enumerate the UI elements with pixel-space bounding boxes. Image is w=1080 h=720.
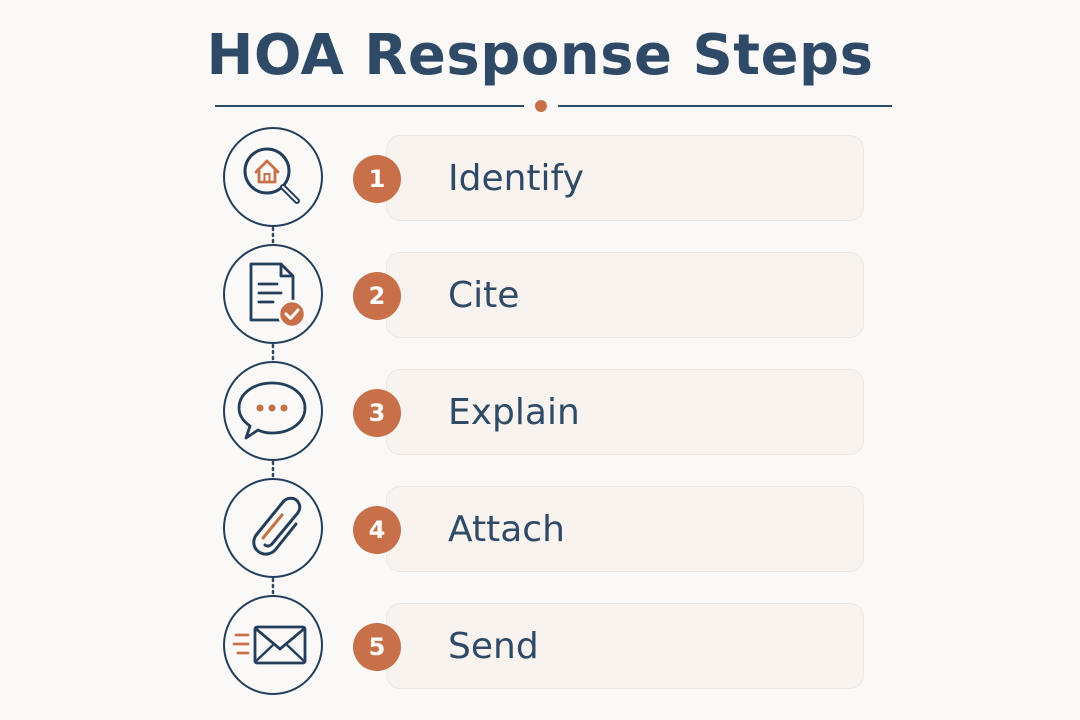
paperclip-icon bbox=[225, 480, 320, 575]
step-icon-circle bbox=[223, 361, 323, 461]
step-icon-circle bbox=[223, 127, 323, 227]
step-5 bbox=[0, 595, 1080, 695]
step-icon-circle bbox=[223, 595, 323, 695]
step-1 bbox=[0, 127, 1080, 227]
step-number-badge: 3 bbox=[353, 389, 401, 437]
step-number-badge: 1 bbox=[353, 155, 401, 203]
step-icon-circle bbox=[223, 478, 323, 578]
step-label: Identify bbox=[448, 158, 584, 199]
step-label: Cite bbox=[448, 275, 520, 316]
title-divider-right bbox=[558, 105, 892, 107]
chat-bubble-icon bbox=[225, 363, 320, 458]
step-label: Explain bbox=[448, 392, 580, 433]
step-number-badge: 2 bbox=[353, 272, 401, 320]
house-search-icon bbox=[225, 129, 320, 224]
step-label: Attach bbox=[448, 509, 565, 550]
step-2 bbox=[0, 244, 1080, 344]
document-check-icon bbox=[225, 246, 320, 341]
title-divider-dot bbox=[535, 100, 547, 112]
step-3 bbox=[0, 361, 1080, 461]
step-label: Send bbox=[448, 626, 539, 667]
envelope-icon bbox=[225, 597, 320, 692]
page-title: HOA Response Steps bbox=[206, 23, 874, 88]
step-number-badge: 4 bbox=[353, 506, 401, 554]
step-4 bbox=[0, 478, 1080, 578]
step-number-badge: 5 bbox=[353, 623, 401, 671]
step-icon-circle bbox=[223, 244, 323, 344]
title-divider-left bbox=[215, 105, 524, 107]
